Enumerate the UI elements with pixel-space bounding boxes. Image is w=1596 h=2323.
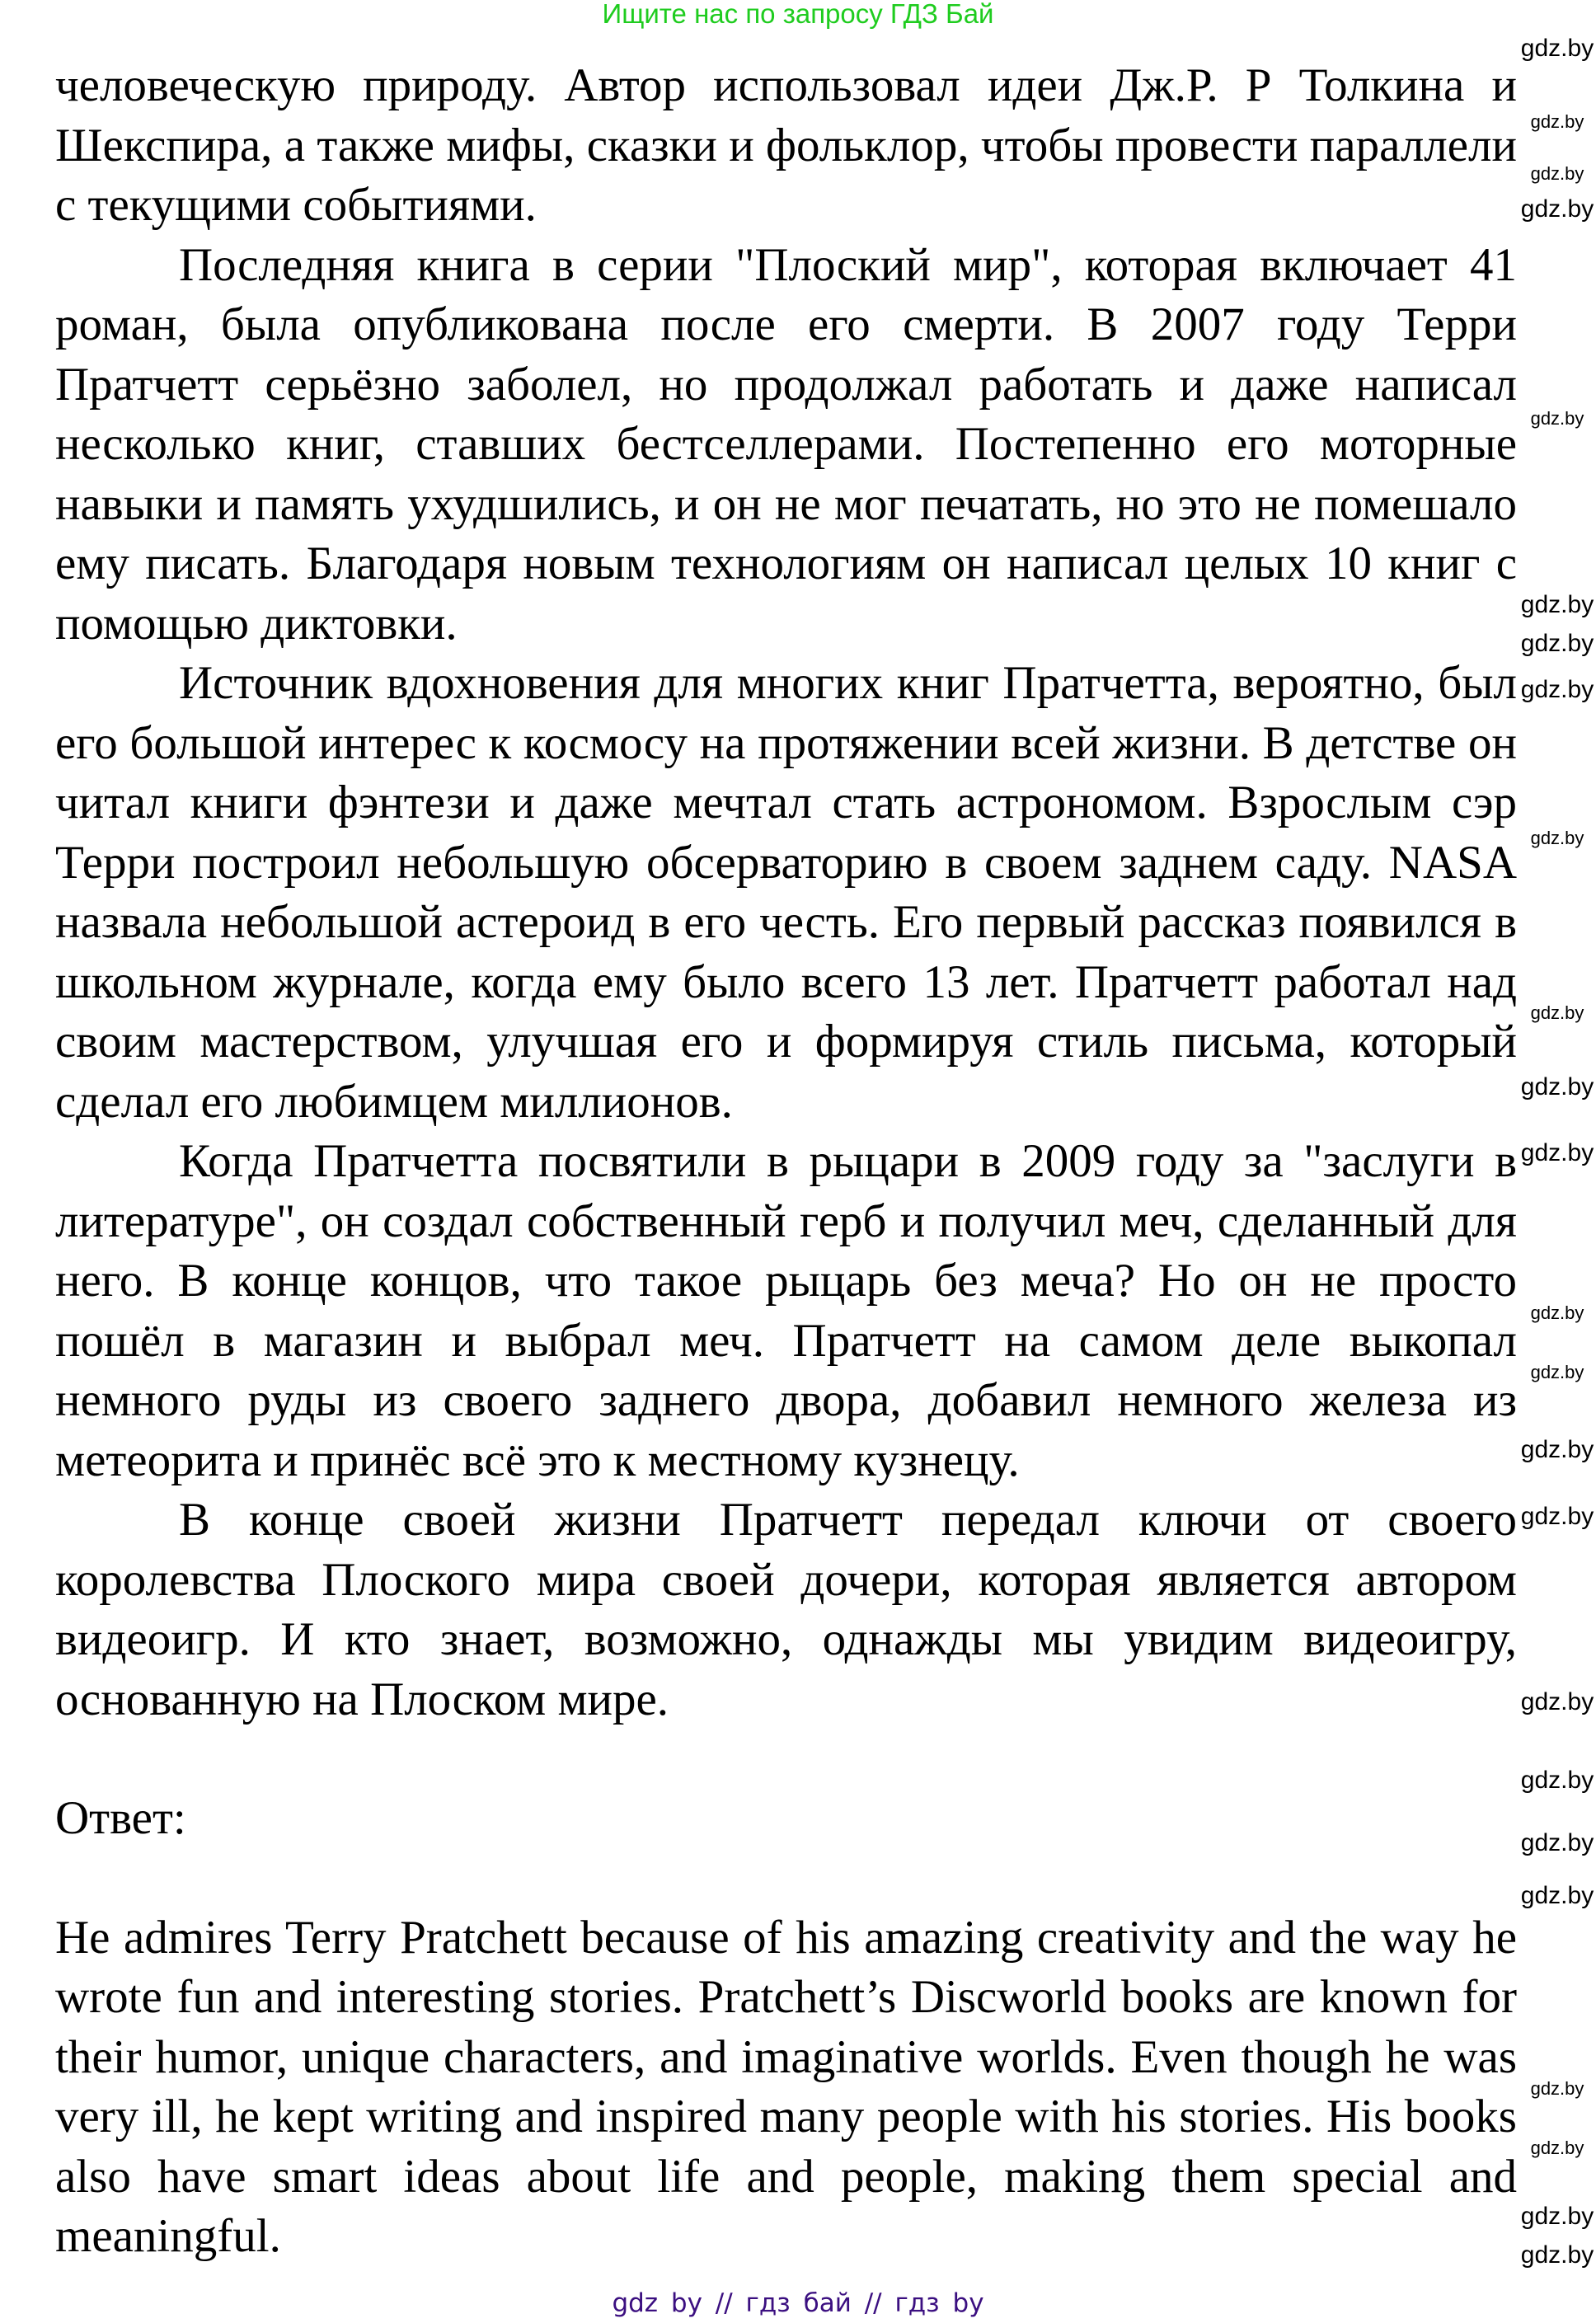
- watermark: gdz.by: [1530, 2138, 1584, 2158]
- watermark: gdz.by: [1530, 2078, 1584, 2099]
- watermark: gdz.by: [1520, 1767, 1594, 1794]
- watermark: gdz.by: [1520, 1436, 1594, 1463]
- watermark: gdz.by: [1520, 2241, 1594, 2269]
- watermark: gdz.by: [1530, 408, 1584, 429]
- watermark: gdz.by: [1520, 1688, 1594, 1715]
- watermark: gdz.by: [1520, 2203, 1594, 2230]
- watermark: gdz.by: [1520, 1829, 1594, 1856]
- paragraph-2: Последняя книга в серии "Плоский мир", которая включает 41 роман, была опубликована после его смерти. В 2007 году Терри Пратчетт серьёзно заболел, но продолжал работать и даже написал несколько книг, ставших бестселлерами. Постепенно его моторные навыки и память ухудшились, и он не мог печатать, но это не помешало ему писать. Благодаря новым технологиям он написал целых 10 книг с помощью диктовки.: [55, 238, 1517, 650]
- watermark: gdz.by: [1520, 1073, 1594, 1100]
- footer-links[interactable]: gdz by // гдз бай // гдз by: [612, 2288, 984, 2318]
- watermark: gdz.by: [1530, 1002, 1584, 1023]
- watermark: gdz.by: [1520, 676, 1594, 703]
- watermark: gdz.by: [1520, 1882, 1594, 1909]
- paragraph-1: человеческую природу. Автор использовал идеи Дж.Р. Р Толкина и Шекспира, а также мифы, сказки и фольклор, чтобы провести параллели с текущими событиями.: [55, 59, 1517, 231]
- answer-text: He admires Terry Pratchett because of his amazing creativity and the way he wrote fun and interesting stories. Pratchett’s Discworld books are known for their humor, unique characters, and imaginative worlds. Even though he was very ill, he kept writing and inspired many people with his stories. His books also have smart ideas about life and people, making them special and meaningful.: [55, 1911, 1517, 2262]
- watermark: gdz.by: [1530, 111, 1584, 132]
- watermark: gdz.by: [1520, 1139, 1594, 1166]
- watermark: gdz.by: [1520, 630, 1594, 657]
- watermark: gdz.by: [1530, 1302, 1584, 1323]
- paragraph-3: Источник вдохновения для многих книг Пратчетта, вероятно, был его большой интерес к космосу на протяжении всей жизни. В детстве он читал книги фэнтези и даже мечтал стать астрономом. Взрослым сэр Терри построил небольшую обсерваторию в своем заднем саду. NASA назвала небольшой астероид в его честь. Его первый рассказ появился в школьном журнале, когда ему было всего 13 лет. Пратчетт работал над своим мастерством, улучшая его и формируя стиль письма, который сделал его любимцем миллионов.: [55, 657, 1517, 1128]
- watermark: gdz.by: [1520, 195, 1594, 223]
- search-banner: Ищите нас по запросу ГДЗ Бай: [602, 0, 994, 29]
- answer-label: Ответ:: [55, 1792, 186, 1844]
- watermark: gdz.by: [1530, 163, 1584, 184]
- document-body: [55, 56, 1517, 2267]
- watermark: gdz.by: [1530, 828, 1584, 848]
- watermark: gdz.by: [1530, 1362, 1584, 1382]
- watermark: gdz.by: [1520, 1503, 1594, 1530]
- paragraph-4: Когда Пратчетта посвятили в рыцари в 2009 году за "заслуги в литературе", он создал собственный герб и получил меч, сделанный для него. В конце концов, что такое рыцарь без меча? Но он не просто пошёл в магазин и выбрал меч. Пратчетт на самом деле выкопал немного руды из своего заднего двора, добавил немного железа из метеорита и принёс всё это к местному кузнецу.: [55, 1135, 1517, 1486]
- watermark: gdz.by: [1520, 591, 1594, 618]
- watermark: gdz.by: [1520, 35, 1594, 62]
- paragraph-5: В конце своей жизни Пратчетт передал ключи от своего королевства Плоского мира своей дочери, которая является автором видеоигр. И кто знает, возможно, однажды мы увидим видеоигру, основанную на Плоском мире.: [55, 1494, 1517, 1725]
